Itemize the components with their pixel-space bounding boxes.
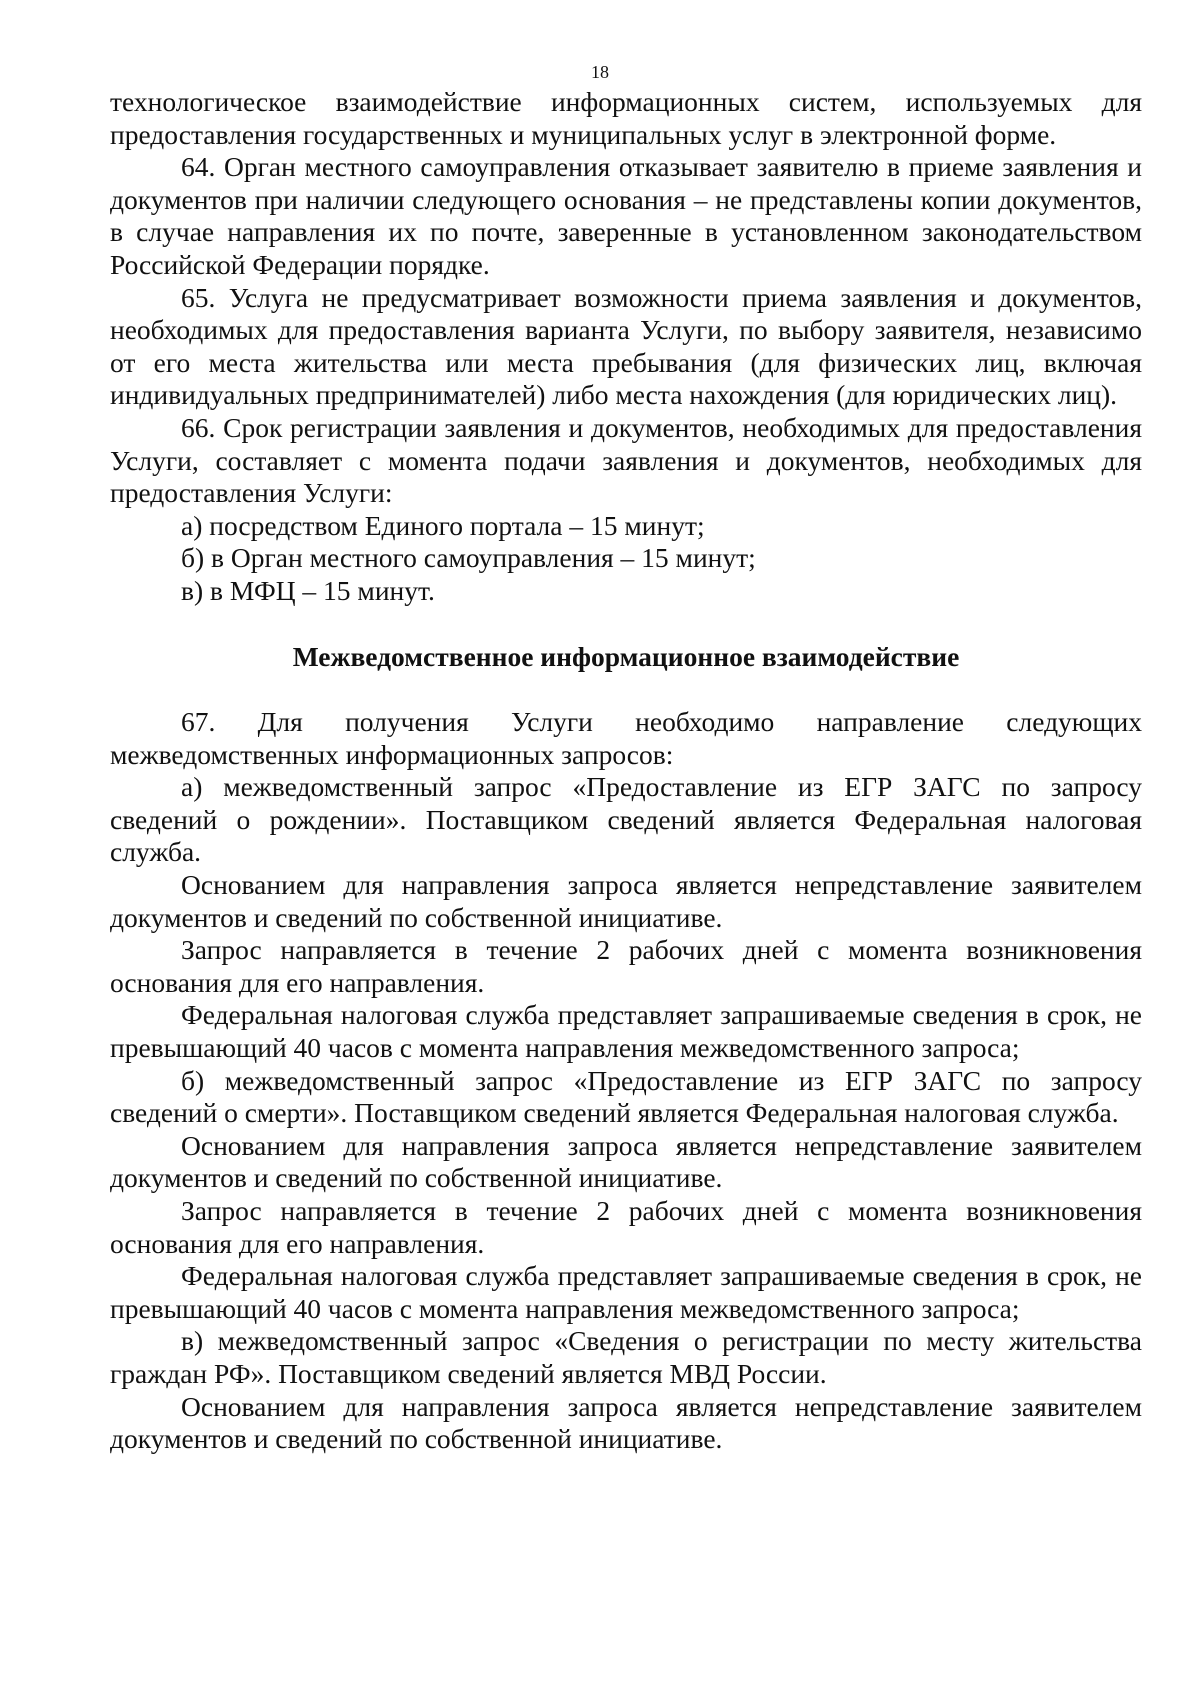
paragraph: Федеральная налоговая служба представляет запрашиваемые сведения в срок, не превышающий 40 часов с момента направления межведомственного запроса; (110, 999, 1142, 1064)
paragraph: Федеральная налоговая служба представляет запрашиваемые сведения в срок, не превышающий 40 часов с момента направления межведомственного запроса; (110, 1260, 1142, 1324)
paragraph: 65. Услуга не предусматривает возможности приема заявления и документов, необходимых для предоставления варианта Услуги, по выбору заявителя, независимо от его места жительства или места пребывания (для физических лиц, включая индивидуальных предпринимателей) либо места нахождения (для юридических лиц). (110, 281, 1142, 411)
paragraph: Запрос направляется в течение 2 рабочих дней с момента возникновения основания для его направления. (110, 1195, 1142, 1259)
paragraph: в) межведомственный запрос «Сведения о регистрации по месту жительства граждан РФ». Поставщиком сведений является МВД России. (110, 1325, 1142, 1389)
list-item: а) посредством Единого портала – 15 минут; (181, 509, 705, 541)
paragraph: Запрос направляется в течение 2 рабочих дней с момента возникновения основания для его направления. (110, 934, 1142, 998)
paragraph: Основанием для направления запроса является непредставление заявителем документов и сведений по собственной инициативе. (110, 869, 1142, 933)
paragraph: б) межведомственный запрос «Предоставление из ЕГР ЗАГС по запросу сведений о смерти». Поставщиком сведений является Федеральная налоговая служба. (110, 1064, 1142, 1129)
document-body (110, 86, 1142, 1456)
page-number: 18 (591, 62, 609, 82)
paragraph: технологическое взаимодействие информационных систем, используемых для предоставления государственных и муниципальных услуг в электронной форме. (110, 86, 1142, 150)
paragraph: 64. Орган местного самоуправления отказывает заявителю в приеме заявления и документов при наличии следующего основания – не представлены копии документов, в случае направления их по почте, заверенные в установленном законодательством Российской Федерации порядке. (110, 151, 1142, 280)
list-item: в) в МФЦ – 15 минут. (181, 574, 435, 606)
paragraph: Основанием для направления запроса является непредставление заявителем документов и сведений по собственной инициативе. (110, 1129, 1142, 1194)
paragraph: 67. Для получения Услуги необходимо направление следующих межведомственных информационных запросов: (110, 706, 1142, 770)
paragraph: а) межведомственный запрос «Предоставление из ЕГР ЗАГС по запросу сведений о рождении». Поставщиком сведений является Федеральная налоговая служба. (110, 771, 1142, 868)
paragraph: Основанием для направления запроса является непредставление заявителем документов и сведений по собственной инициативе. (110, 1390, 1142, 1455)
section-heading: Межведомственное информационное взаимодействие (292, 640, 960, 672)
list-item: б) в Орган местного самоуправления – 15 минут; (181, 542, 756, 574)
paragraph: 66. Срок регистрации заявления и документов, необходимых для предоставления Услуги, составляет с момента подачи заявления и документов, необходимых для предоставления Услуги: (110, 411, 1142, 509)
